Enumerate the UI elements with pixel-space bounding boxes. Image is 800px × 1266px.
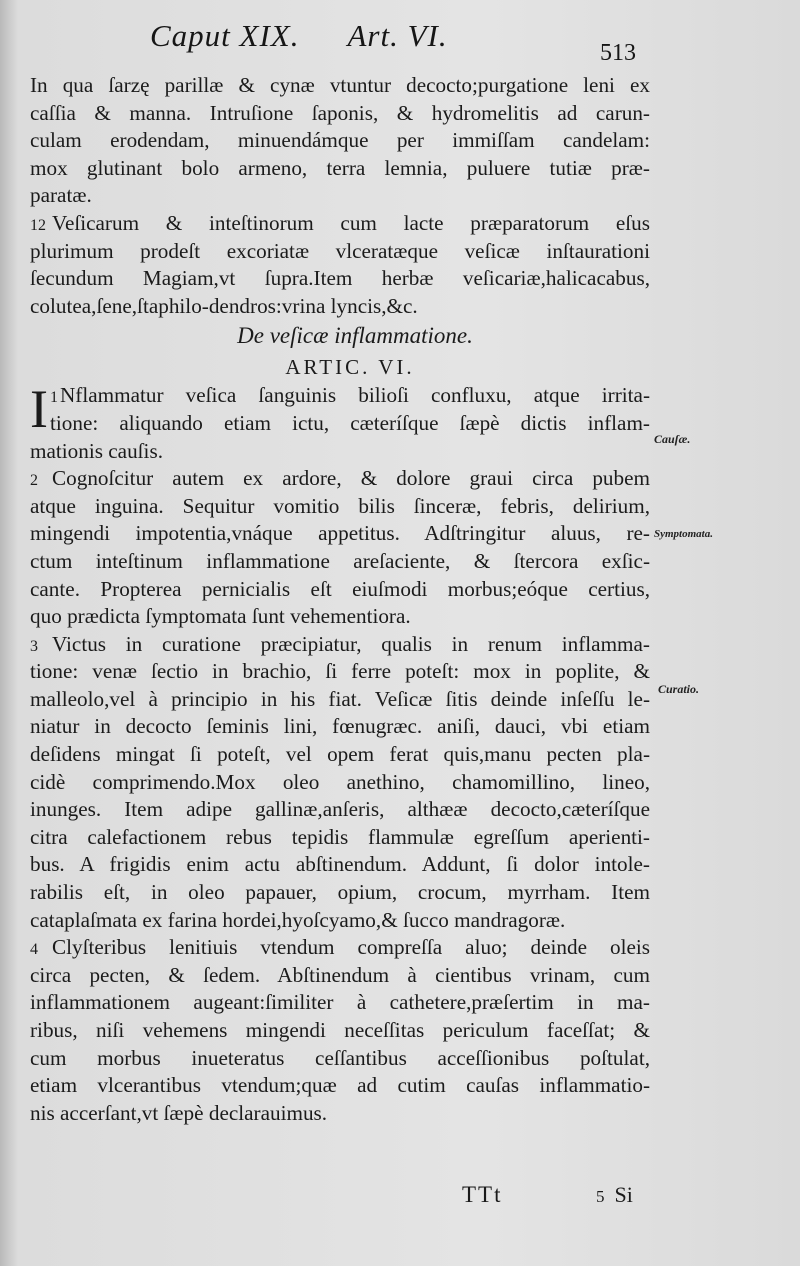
paragraph-number: 12 <box>30 216 46 234</box>
text-line: colutea,ſene,ſtaphilo-dendros:vrina lyncis,&c. <box>30 293 418 318</box>
text-line: mingendi impotentia,vnáque appetitus. Adſtringitur aluus, re- <box>30 521 650 546</box>
text-line: cante. Propterea pernicialis eſt eiuſmodi morbus;eóque certius, <box>30 576 650 601</box>
catchword <box>596 1182 633 1208</box>
text-line: rabilis eſt, in oleo papauer, opium, crocum, myrrham. Item <box>30 880 650 905</box>
text-line: tione: venæ ſectio in brachio, ſi ferre poteſt: mox in poplite, & <box>30 659 650 684</box>
bleed-through-mark <box>690 300 693 312</box>
drop-cap: I <box>30 379 48 440</box>
paragraph-4 <box>30 934 650 1127</box>
text-line: In qua ſarzę parillæ & cynæ vtuntur decocto;purgatione leni ex <box>30 73 650 97</box>
paragraph-12 <box>30 210 650 320</box>
text-line: 2 Cognoſcitur autem ex ardore, & dolore graui circa pubem <box>30 465 650 493</box>
text-line: ribus, niſi vehemens mingendi neceſſitas periculum faceſſat; & <box>30 1018 650 1042</box>
text-line: mationis cauſis. <box>30 438 163 463</box>
text-line: etiam vlcerantibus vtendum;quæ ad cutim cauſas inflammatio- <box>30 1073 650 1098</box>
paragraph-2 <box>30 465 650 631</box>
text-line: bus. A frigidis enim actu abſtinendum. Addunt, ſi dolor intole- <box>30 852 650 877</box>
text-line: mox glutinant bolo armeno, terra lemnia, puluere tutiæ præ- <box>30 155 650 180</box>
text-line: cataplaſmata ex farina hordei,hyoſcyamo,& ſucco mandragoræ. <box>30 907 566 932</box>
text-line: malleolo,vel à principio in his fiat. Veſicæ ſitis deinde inſeſſu le- <box>30 686 650 711</box>
text-line: tione: aliquando etiam ictu, cæteríſque ſæpè dictis inflam- <box>49 410 650 435</box>
paragraph-number: 1 <box>49 389 58 407</box>
section-heading: De veſicæ inflammatione. <box>237 323 473 349</box>
text-line: circa pecten, & ſedem. Abſtinendum à cientibus vrinam, cum <box>30 962 650 987</box>
catchword-number: 5 <box>596 1187 605 1206</box>
paragraph-1 <box>30 379 650 465</box>
running-head-chapter: Caput XIX. <box>150 18 300 53</box>
text-line: deſidens mingat ſi poteſt, vel opem ferat quis,manu pecten pla- <box>30 742 650 767</box>
paragraph-number: 2 <box>30 472 38 490</box>
text-line: citra calefactionem rebus tepidis flammulæ egreſſum aperienti- <box>30 824 650 849</box>
text-line: 12 Veſicarum & inteſtinorum cum lacte præparatorum eſus <box>30 210 650 238</box>
running-head <box>150 18 448 54</box>
text-line: cum morbus inueteratus ceſſantibus acceſſionibus poſtulat, <box>30 1045 650 1070</box>
text-line: 4 Clyſteribus lenitiuis vtendum compreſſa aluo; deinde oleis <box>30 934 650 962</box>
text-line: 3 Victus in curatione præcipiatur, qualis in renum inflamma- <box>30 631 650 659</box>
margin-note-curatio: Curatio. <box>658 682 700 696</box>
signature-mark: TTt <box>462 1182 503 1207</box>
page-number: 513 <box>600 40 636 66</box>
text-line: atque inguina. Sequitur vomitio bilis ſinceræ, febris, delirium, <box>30 493 650 518</box>
text-line: plurimum prodeſt excoriatæ vlceratæque veſicæ inſtaurationi <box>30 238 650 263</box>
margin-note-symptomata: Symptomata. <box>654 528 713 540</box>
running-head-article: Art. VI. <box>347 18 448 53</box>
text-line: inflammationem augeant:ſimiliter à cathetere,præſertim in ma- <box>30 990 650 1015</box>
text-line: culam erodendam, minuendámque per immiſſam candelam: <box>30 128 650 153</box>
paragraph-number: 3 <box>30 637 38 655</box>
main-text <box>30 72 650 1127</box>
text-line: ſecundum Magiam,vt ſupra.Item herbæ veſicariæ,halicacabus, <box>30 266 650 291</box>
text-line: niatur in decocto ſeminis lini, fœnugræc. aniſi, dauci, vbi etiam <box>30 714 650 739</box>
catchword-word: Si <box>614 1182 633 1207</box>
text-line: cidè comprimendo.Mox oleo anethino, chamomillino, lineo, <box>30 769 650 794</box>
paragraph-3 <box>30 631 650 935</box>
intro-paragraph <box>30 72 650 210</box>
text-line: ctum inteſtinum inflammatione areſaciente, & ſtercora exſic- <box>30 548 650 573</box>
text-line: quo prædicta ſymptomata ſunt vehementiora. <box>30 604 411 629</box>
text-line: inunges. Item adipe gallinæ,anſeris, althææ decocto,cæteríſque <box>30 797 650 822</box>
margin-note-causae: Cauſæ. <box>654 432 691 446</box>
text-line: 1 I Nflammatur veſica ſanguinis bilioſi confluxu, atque irrita- <box>30 379 650 440</box>
text-line: paratæ. <box>30 183 92 208</box>
paragraph-number: 4 <box>30 941 38 959</box>
article-title: ARTIC. VI. <box>285 355 415 380</box>
text-line: nis accerſant,vt ſæpè declarauimus. <box>30 1100 328 1125</box>
text-line: caſſia & manna. Intruſione ſaponis, & hydromelitis ad carun- <box>30 100 650 125</box>
